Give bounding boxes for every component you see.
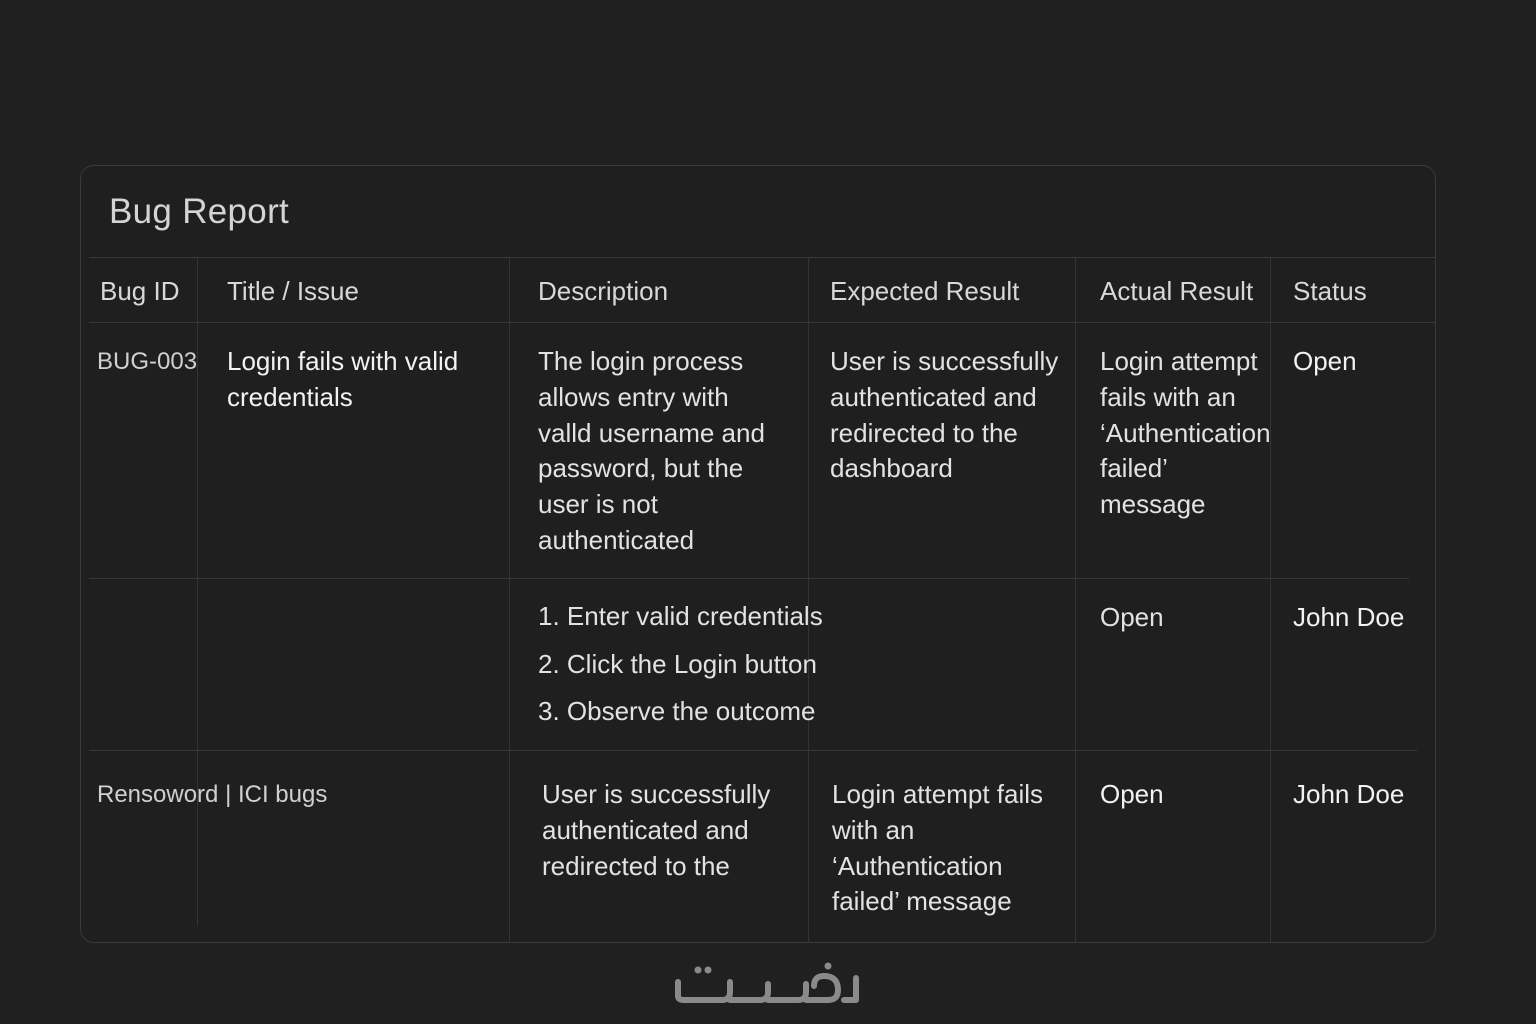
bug-title-cell: Login fails with valid credentials — [227, 346, 459, 412]
steps-list — [538, 593, 823, 736]
title-divider — [89, 257, 1436, 258]
column-header-description: Description — [538, 276, 669, 306]
actual-result-cell: Open — [1100, 779, 1164, 809]
column-header-bug-id: Bug ID — [100, 276, 180, 306]
status-cell: Open — [1293, 346, 1357, 376]
bug-id-cell: Rensoword | ICI bugs — [97, 781, 328, 808]
column-header-actual: Actual Result — [1100, 276, 1254, 306]
page-title: Bug Report — [109, 192, 290, 231]
description-cell: The login process allows entry with valld username and password, but the user is not authenticated — [538, 346, 765, 555]
actual-result-cell: Login attempt fails with an ‘Authentication failed’ message — [1100, 346, 1271, 520]
bug-id-cell: BUG-003 — [97, 348, 198, 375]
assignee-cell: John Doe — [1293, 779, 1405, 809]
assignee-cell: John Doe — [1293, 602, 1405, 632]
col-divider-1 — [197, 258, 198, 926]
list-item: 1. Enter valid credentials — [538, 601, 823, 631]
list-item: 2. Click the Login button — [538, 648, 817, 679]
logo-watermark-icon — [668, 960, 868, 1010]
list-item: 3. Observe the outcome — [538, 696, 816, 726]
col-divider-4 — [1075, 258, 1076, 943]
column-header-expected: Expected Result — [830, 276, 1020, 306]
expected-result-cell: Login attempt fails with an ‘Authentication failed’ message — [832, 779, 1044, 917]
actual-result-cell: Open — [1100, 602, 1164, 632]
row-divider-1 — [89, 578, 1409, 579]
row-divider-2 — [89, 750, 1417, 751]
column-header-status: Status — [1293, 276, 1367, 306]
col-divider-2 — [509, 258, 510, 943]
column-header-title: Title / Issue — [227, 276, 359, 306]
header-divider — [89, 322, 1436, 323]
bug-report-card — [80, 165, 1436, 943]
expected-result-cell: User is successfully authenticated and redirected to the dashboard — [830, 346, 1059, 484]
description-cell: User is successfully authenticated and redirected to the — [542, 779, 771, 881]
